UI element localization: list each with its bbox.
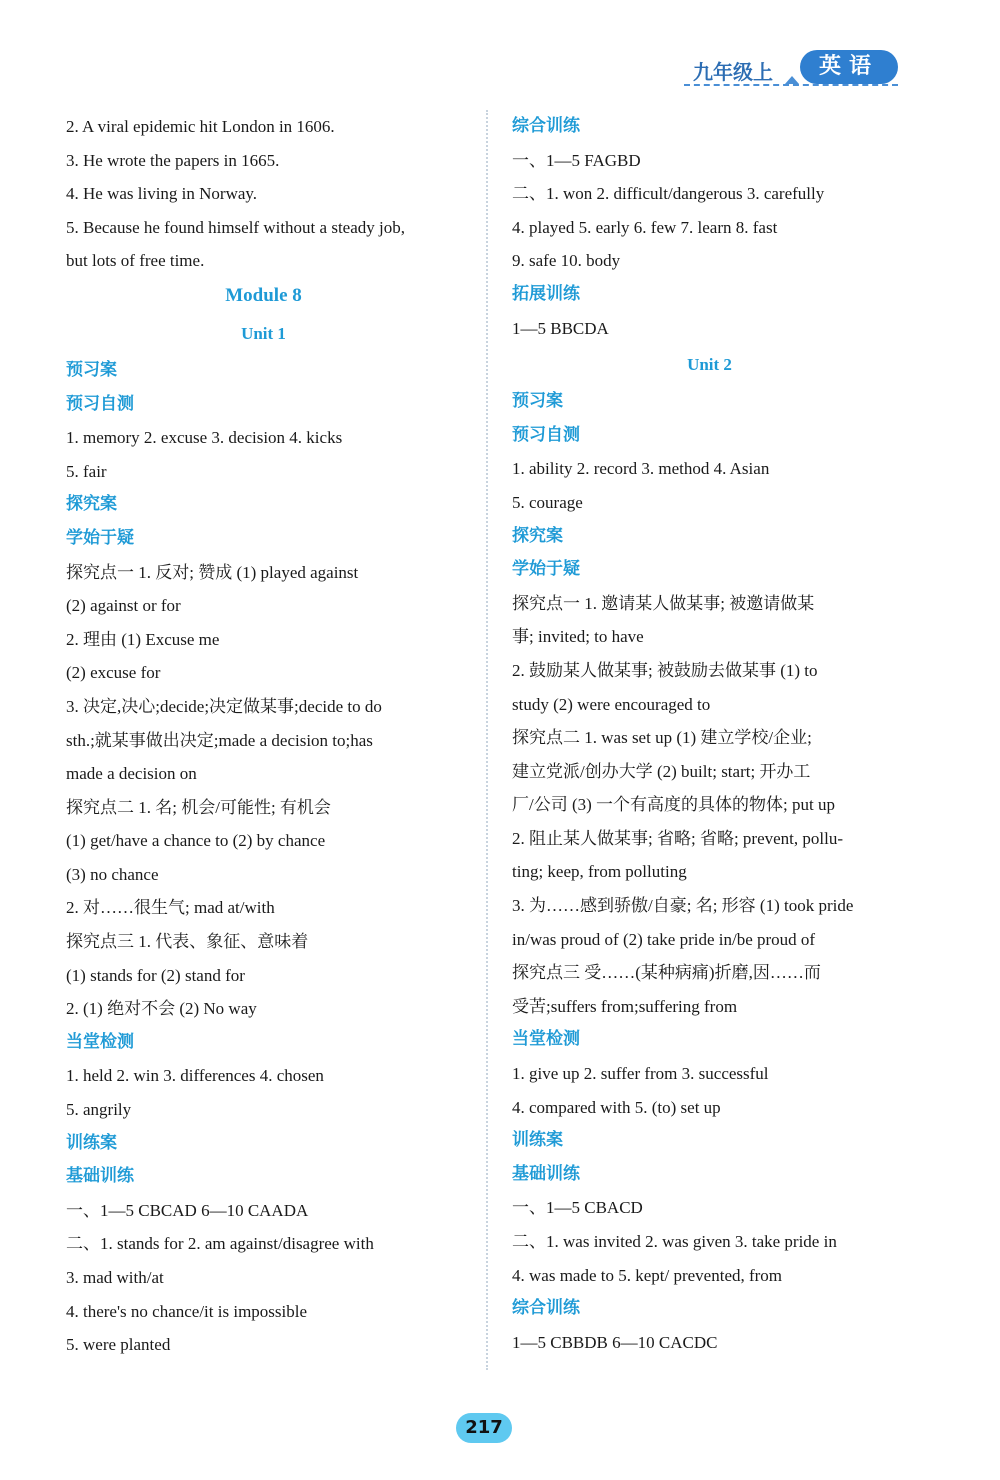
answer-line: 5. angrily: [66, 1100, 132, 1120]
answer-line: 2. 理由 (1) Excuse me: [66, 629, 220, 649]
answer-line: (2) against or for: [66, 596, 181, 616]
section-heading: 训练案: [512, 1130, 563, 1151]
section-heading: 预习案: [512, 391, 563, 412]
answer-line: 2. (1) 绝对不会 (2) No way: [66, 999, 257, 1019]
section-heading: 基础训练: [512, 1163, 580, 1184]
header-dashed-rule: [684, 84, 898, 86]
answer-line: 二、1. was invited 2. was given 3. take pride in: [512, 1232, 837, 1251]
section-heading: 拓展训练: [512, 283, 580, 304]
answer-line: 3. mad with/at: [66, 1268, 164, 1287]
answer-line: 2. 对……很生气; mad at/with: [66, 898, 275, 918]
answer-line: 探究点一 1. 反对; 赞成 (1) played against: [66, 562, 359, 582]
answer-line: 探究点三 1. 代表、象征、意味着: [66, 932, 309, 952]
answer-line: 1. held 2. win 3. differences 4. chosen: [66, 1066, 324, 1086]
answer-line: 受苦;suffers from;suffering from: [512, 996, 738, 1016]
answer-line: 5. Because he found himself without a steady job,: [66, 217, 405, 237]
section-heading: 预习自测: [66, 393, 134, 414]
answer-line: (1) stands for (2) stand for: [66, 965, 245, 985]
answer-line: 一、1—5 FAGBD: [512, 150, 641, 170]
answer-line: study (2) were encouraged to: [512, 694, 711, 714]
answer-line: but lots of free time.: [66, 251, 205, 271]
answer-line: in/was proud of (2) take pride in/be proud of: [512, 929, 816, 949]
unit-title: Unit 2: [687, 355, 732, 375]
answer-line: 4. played 5. early 6. few 7. learn 8. fast: [512, 217, 778, 237]
page-number: 217: [456, 1413, 512, 1443]
subject-badge: 英语: [800, 50, 898, 84]
answer-line: 5. were planted: [66, 1335, 171, 1355]
answer-line: (3) no chance: [66, 864, 159, 884]
answer-line: 3. 决定,决心;decide;决定做某事;decide to do: [66, 696, 382, 716]
answer-line: 9. safe 10. body: [512, 251, 621, 271]
answer-line: sth.;就某事做出决定;made a decision to;has: [66, 730, 373, 750]
answer-line: 厂/公司 (3) 一个有高度的具体的物体; put up: [512, 795, 835, 815]
answer-line: 4. there's no chance/it is impossible: [66, 1301, 308, 1321]
answer-line: 事; invited; to have: [512, 627, 644, 647]
answer-line: 建立党派/创办大学 (2) built; start; 开办工: [512, 761, 811, 781]
answer-line: 1. give up 2. suffer from 3. successful: [512, 1064, 769, 1084]
answer-line: 二、1. stands for 2. am against/disagree with: [66, 1234, 374, 1254]
answer-line: 2. 阻止某人做某事; 省略; 省略; prevent, pollu-: [512, 828, 844, 848]
column-divider: [486, 110, 488, 1370]
section-heading: 预习案: [66, 359, 117, 380]
answer-line: 探究点二 1. was set up (1) 建立学校/企业;: [512, 728, 812, 748]
answer-line: 4. was made to 5. kept/ prevented, from: [512, 1265, 783, 1285]
answer-line: 探究点三 受……(某种病痛)折磨,因……而: [512, 963, 821, 983]
answer-line: 二、1. won 2. difficult/dangerous 3. carefully: [512, 184, 825, 204]
answer-line: 2. A viral epidemic hit London in 1606.: [66, 117, 335, 136]
left-column: [66, 110, 461, 1362]
right-column: [512, 110, 907, 1359]
section-heading: 学始于疑: [66, 527, 134, 548]
section-heading: 探究案: [66, 494, 117, 515]
answer-line: 一、1—5 CBCAD 6—10 CAADA: [66, 1200, 309, 1220]
grade-label: 九年级上: [693, 60, 773, 84]
unit-title: Unit 1: [241, 323, 286, 343]
answer-line: (2) excuse for: [66, 663, 161, 683]
section-heading: 综合训练: [512, 1298, 580, 1319]
answer-line: 探究点二 1. 名; 机会/可能性; 有机会: [66, 797, 331, 817]
answer-line: 4. He was living in Norway.: [66, 184, 258, 204]
answer-line: 1—5 BBCDA: [512, 318, 609, 338]
answer-line: (1) get/have a chance to (2) by chance: [66, 831, 326, 851]
answer-line: 4. compared with 5. (to) set up: [512, 1097, 721, 1117]
answer-line: ting; keep, from polluting: [512, 862, 687, 882]
answer-line: 一、1—5 CBACD: [512, 1198, 643, 1218]
answer-line: 1. memory 2. excuse 3. decision 4. kicks: [66, 428, 343, 448]
answer-line: 2. 鼓励某人做某事; 被鼓励去做某事 (1) to: [512, 660, 818, 680]
module-title: Module 8: [225, 284, 302, 306]
section-heading: 基础训练: [66, 1166, 134, 1187]
section-heading: 训练案: [66, 1132, 117, 1153]
section-heading: 学始于疑: [512, 559, 580, 580]
section-heading: 当堂检测: [512, 1029, 580, 1050]
answer-line: made a decision on: [66, 764, 197, 784]
answer-line: 1. ability 2. record 3. method 4. Asian: [512, 459, 770, 479]
answer-line: 5. courage: [512, 492, 583, 512]
answer-line: 探究点一 1. 邀请某人做某事; 被邀请做某: [512, 593, 815, 613]
section-heading: 预习自测: [512, 424, 580, 445]
answer-line: 3. He wrote the papers in 1665.: [66, 150, 280, 170]
answer-line: 3. 为……感到骄傲/自豪; 名; 形容 (1) took pride: [512, 896, 854, 916]
section-heading: 当堂检测: [66, 1031, 134, 1052]
answer-line: 5. fair: [66, 461, 107, 481]
section-heading: 综合训练: [512, 116, 580, 136]
section-heading: 探究案: [512, 525, 563, 546]
answer-line: 1—5 CBBDB 6—10 CACDC: [512, 1332, 718, 1352]
header-pointer-decoration: [785, 76, 799, 84]
